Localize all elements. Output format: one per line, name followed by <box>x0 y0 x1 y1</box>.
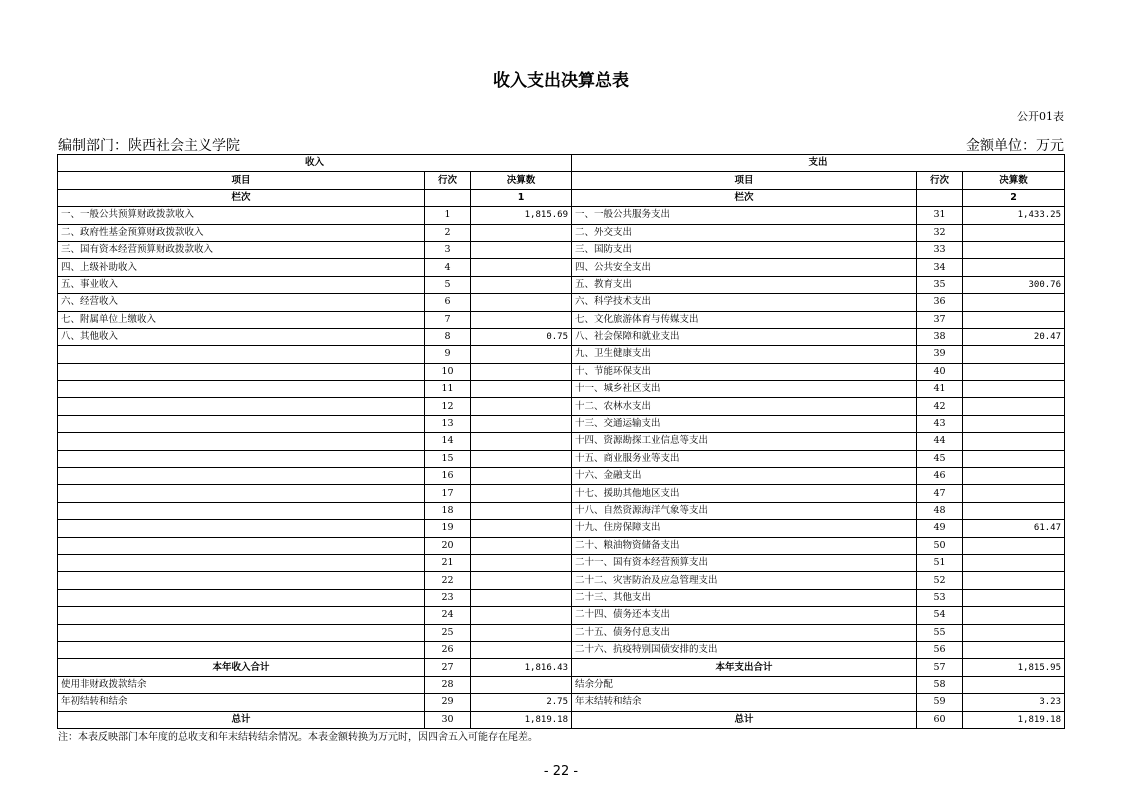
expense-amount-cell <box>963 450 1065 467</box>
expense-line-cell: 53 <box>917 589 963 606</box>
expense-item-cell: 十五、商业服务业等支出 <box>572 450 917 467</box>
column-header-row <box>58 172 1065 189</box>
expense-item-cell: 二十二、灾害防治及应急管理支出 <box>572 572 917 589</box>
expense-item-cell: 三、国防支出 <box>572 241 917 258</box>
expense-item-cell: 七、文化旅游体育与传媒支出 <box>572 311 917 328</box>
income-amount-cell <box>471 502 572 519</box>
expense-line-cell: 36 <box>917 294 963 311</box>
income-amount-cell <box>471 624 572 641</box>
expense-item-cell: 四、公共安全支出 <box>572 259 917 276</box>
income-item-cell <box>58 398 425 415</box>
expense-amount-cell <box>963 485 1065 502</box>
income-amount-cell <box>471 520 572 537</box>
expense-line-cell: 35 <box>917 276 963 293</box>
expense-header: 支出 <box>572 155 1065 172</box>
income-amount-cell <box>471 468 572 485</box>
expense-amount-cell <box>963 607 1065 624</box>
table-row <box>58 676 1065 693</box>
table-row <box>58 537 1065 554</box>
income-item-cell: 六、经营收入 <box>58 294 425 311</box>
income-item-cell <box>58 520 425 537</box>
expense-line-cell: 50 <box>917 537 963 554</box>
expense-amount-cell <box>963 294 1065 311</box>
income-amount-header: 决算数 <box>471 172 572 189</box>
expense-amount-cell <box>963 415 1065 432</box>
income-line-cell: 18 <box>425 502 471 519</box>
expense-amount-cell <box>963 537 1065 554</box>
table-row <box>58 589 1065 606</box>
income-amount-cell: 2.75 <box>471 694 572 711</box>
expense-item-cell: 总计 <box>572 711 917 728</box>
expense-item-cell: 一、一般公共服务支出 <box>572 207 917 224</box>
income-column-blank <box>425 189 471 206</box>
income-line-cell: 22 <box>425 572 471 589</box>
income-amount-cell: 1,816.43 <box>471 659 572 676</box>
income-item-cell <box>58 450 425 467</box>
expense-line-cell: 40 <box>917 363 963 380</box>
income-item-cell <box>58 381 425 398</box>
expense-item-cell: 二十四、债务还本支出 <box>572 607 917 624</box>
expense-amount-header: 决算数 <box>963 172 1065 189</box>
income-line-cell: 23 <box>425 589 471 606</box>
income-item-cell <box>58 537 425 554</box>
expense-item-cell: 十、节能环保支出 <box>572 363 917 380</box>
income-line-cell: 12 <box>425 398 471 415</box>
table-row <box>58 607 1065 624</box>
table-row <box>58 259 1065 276</box>
income-item-cell: 五、事业收入 <box>58 276 425 293</box>
income-line-cell: 14 <box>425 433 471 450</box>
table-row <box>58 224 1065 241</box>
expense-line-cell: 54 <box>917 607 963 624</box>
table-row <box>58 468 1065 485</box>
expense-item-cell: 本年支出合计 <box>572 659 917 676</box>
table-row <box>58 241 1065 258</box>
table-row <box>58 346 1065 363</box>
income-line-cell: 11 <box>425 381 471 398</box>
table-row <box>58 554 1065 571</box>
expense-item-cell: 十三、交通运输支出 <box>572 415 917 432</box>
expense-item-cell: 二十六、抗疫特别国债安排的支出 <box>572 641 917 658</box>
table-row <box>58 502 1065 519</box>
income-amount-cell <box>471 537 572 554</box>
table-row <box>58 450 1065 467</box>
expense-item-cell: 十一、城乡社区支出 <box>572 381 917 398</box>
table-row <box>58 311 1065 328</box>
expense-amount-cell <box>963 641 1065 658</box>
expense-line-cell: 60 <box>917 711 963 728</box>
income-amount-cell <box>471 415 572 432</box>
income-amount-cell: 1,819.18 <box>471 711 572 728</box>
unit-label: 金额单位：万元 <box>966 138 1064 154</box>
income-line-cell: 3 <box>425 241 471 258</box>
table-row <box>58 363 1065 380</box>
income-item-cell <box>58 641 425 658</box>
income-line-cell: 27 <box>425 659 471 676</box>
income-item-cell <box>58 589 425 606</box>
expense-line-cell: 47 <box>917 485 963 502</box>
income-amount-cell <box>471 381 572 398</box>
expense-line-cell: 58 <box>917 676 963 693</box>
table-row <box>58 624 1065 641</box>
income-line-cell: 10 <box>425 363 471 380</box>
expense-item-cell: 十七、援助其他地区支出 <box>572 485 917 502</box>
expense-item-cell: 八、社会保障和就业支出 <box>572 328 917 345</box>
expense-line-header: 行次 <box>917 172 963 189</box>
income-line-cell: 19 <box>425 520 471 537</box>
income-amount-cell <box>471 676 572 693</box>
income-amount-cell <box>471 450 572 467</box>
income-amount-cell <box>471 363 572 380</box>
expense-item-cell: 十四、资源勘探工业信息等支出 <box>572 433 917 450</box>
expense-line-cell: 51 <box>917 554 963 571</box>
income-item-cell: 四、上级补助收入 <box>58 259 425 276</box>
expense-line-cell: 33 <box>917 241 963 258</box>
form-number: 公开01表 <box>1017 110 1064 123</box>
income-item-cell <box>58 624 425 641</box>
income-line-cell: 17 <box>425 485 471 502</box>
table-row <box>58 641 1065 658</box>
table-row <box>58 485 1065 502</box>
expense-amount-cell: 3.23 <box>963 694 1065 711</box>
income-item-cell: 七、附属单位上缴收入 <box>58 311 425 328</box>
expense-item-cell: 十八、自然资源海洋气象等支出 <box>572 502 917 519</box>
income-item-cell <box>58 502 425 519</box>
table-row <box>58 572 1065 589</box>
income-item-cell: 总计 <box>58 711 425 728</box>
income-line-cell: 29 <box>425 694 471 711</box>
income-line-cell: 2 <box>425 224 471 241</box>
income-item-cell <box>58 433 425 450</box>
income-line-cell: 9 <box>425 346 471 363</box>
table-row <box>58 415 1065 432</box>
expense-line-cell: 38 <box>917 328 963 345</box>
income-line-cell: 24 <box>425 607 471 624</box>
income-line-cell: 5 <box>425 276 471 293</box>
income-amount-cell <box>471 398 572 415</box>
table-row <box>58 294 1065 311</box>
income-line-cell: 8 <box>425 328 471 345</box>
income-item-cell: 使用非财政拨款结余 <box>58 676 425 693</box>
income-amount-cell <box>471 241 572 258</box>
income-amount-cell <box>471 607 572 624</box>
income-item-cell <box>58 363 425 380</box>
page-number: - 22 - <box>543 764 579 779</box>
expense-item-cell: 十九、住房保障支出 <box>572 520 917 537</box>
expense-item-cell: 二十一、国有资本经营预算支出 <box>572 554 917 571</box>
expense-line-cell: 56 <box>917 641 963 658</box>
income-amount-cell: 0.75 <box>471 328 572 345</box>
expense-line-cell: 34 <box>917 259 963 276</box>
expense-amount-cell <box>963 676 1065 693</box>
expense-line-cell: 49 <box>917 520 963 537</box>
expense-line-cell: 59 <box>917 694 963 711</box>
income-line-cell: 15 <box>425 450 471 467</box>
income-line-cell: 30 <box>425 711 471 728</box>
expense-item-cell: 二十五、债务付息支出 <box>572 624 917 641</box>
income-line-header: 行次 <box>425 172 471 189</box>
expense-column-number: 2 <box>963 189 1065 206</box>
expense-amount-cell <box>963 554 1065 571</box>
income-item-cell: 一、一般公共预算财政拨款收入 <box>58 207 425 224</box>
expense-amount-cell <box>963 363 1065 380</box>
income-line-cell: 20 <box>425 537 471 554</box>
table-row <box>58 694 1065 711</box>
income-item-cell <box>58 485 425 502</box>
expense-line-cell: 37 <box>917 311 963 328</box>
expense-amount-cell: 61.47 <box>963 520 1065 537</box>
income-item-cell <box>58 607 425 624</box>
income-item-cell <box>58 572 425 589</box>
income-line-cell: 16 <box>425 468 471 485</box>
expense-item-cell: 二十三、其他支出 <box>572 589 917 606</box>
footnote: 注：本表反映部门本年度的总收支和年末结转结余情况。本表金额转换为万元时，因四舍五入可能存在尾差。 <box>58 732 538 743</box>
expense-line-cell: 41 <box>917 381 963 398</box>
expense-item-cell: 五、教育支出 <box>572 276 917 293</box>
expense-amount-cell <box>963 502 1065 519</box>
income-column-label: 栏次 <box>58 189 425 206</box>
expense-item-cell: 九、卫生健康支出 <box>572 346 917 363</box>
expense-item-cell: 二十、粮油物资储备支出 <box>572 537 917 554</box>
expense-column-label: 栏次 <box>572 189 917 206</box>
income-item-cell <box>58 346 425 363</box>
expense-amount-cell: 1,433.25 <box>963 207 1065 224</box>
income-column-number: 1 <box>471 189 572 206</box>
table-row <box>58 381 1065 398</box>
income-amount-cell: 1,815.69 <box>471 207 572 224</box>
income-amount-cell <box>471 433 572 450</box>
expense-line-cell: 48 <box>917 502 963 519</box>
table-row <box>58 659 1065 676</box>
income-item-cell: 年初结转和结余 <box>58 694 425 711</box>
expense-item-cell: 十六、金融支出 <box>572 468 917 485</box>
income-amount-cell <box>471 259 572 276</box>
income-amount-cell <box>471 641 572 658</box>
income-item-cell: 二、政府性基金预算财政拨款收入 <box>58 224 425 241</box>
expense-line-cell: 44 <box>917 433 963 450</box>
income-amount-cell <box>471 276 572 293</box>
expense-line-cell: 31 <box>917 207 963 224</box>
table-row <box>58 433 1065 450</box>
table-row <box>58 276 1065 293</box>
expense-amount-cell <box>963 381 1065 398</box>
table-row <box>58 711 1065 728</box>
income-item-cell <box>58 415 425 432</box>
expense-amount-cell <box>963 624 1065 641</box>
department-label: 编制部门：陕西社会主义学院 <box>58 138 240 154</box>
expense-line-cell: 43 <box>917 415 963 432</box>
expense-item-cell: 二、外交支出 <box>572 224 917 241</box>
income-item-cell <box>58 468 425 485</box>
income-amount-cell <box>471 311 572 328</box>
income-line-cell: 4 <box>425 259 471 276</box>
expense-item-cell: 六、科学技术支出 <box>572 294 917 311</box>
expense-amount-cell <box>963 346 1065 363</box>
expense-amount-cell: 20.47 <box>963 328 1065 345</box>
income-line-cell: 28 <box>425 676 471 693</box>
section-header-row <box>58 155 1065 172</box>
expense-line-cell: 57 <box>917 659 963 676</box>
table-row <box>58 328 1065 345</box>
expense-line-cell: 45 <box>917 450 963 467</box>
expense-amount-cell <box>963 241 1065 258</box>
income-header: 收入 <box>58 155 572 172</box>
expense-line-cell: 39 <box>917 346 963 363</box>
income-item-header: 项目 <box>58 172 425 189</box>
income-line-cell: 6 <box>425 294 471 311</box>
income-item-cell: 本年收入合计 <box>58 659 425 676</box>
table-row <box>58 520 1065 537</box>
income-line-cell: 13 <box>425 415 471 432</box>
income-amount-cell <box>471 294 572 311</box>
table-row <box>58 398 1065 415</box>
income-amount-cell <box>471 485 572 502</box>
expense-amount-cell <box>963 433 1065 450</box>
expense-column-blank <box>917 189 963 206</box>
income-line-cell: 7 <box>425 311 471 328</box>
expense-line-cell: 46 <box>917 468 963 485</box>
expense-item-cell: 年末结转和结余 <box>572 694 917 711</box>
expense-amount-cell <box>963 572 1065 589</box>
expense-line-cell: 52 <box>917 572 963 589</box>
income-amount-cell <box>471 224 572 241</box>
expense-amount-cell <box>963 589 1065 606</box>
income-amount-cell <box>471 589 572 606</box>
expense-item-cell: 结余分配 <box>572 676 917 693</box>
income-line-cell: 25 <box>425 624 471 641</box>
expense-line-cell: 32 <box>917 224 963 241</box>
expense-amount-cell <box>963 224 1065 241</box>
expense-line-cell: 42 <box>917 398 963 415</box>
expense-item-cell: 十二、农林水支出 <box>572 398 917 415</box>
column-number-row <box>58 189 1065 206</box>
expense-amount-cell: 300.76 <box>963 276 1065 293</box>
income-line-cell: 1 <box>425 207 471 224</box>
income-line-cell: 26 <box>425 641 471 658</box>
table-row <box>58 207 1065 224</box>
expense-line-cell: 55 <box>917 624 963 641</box>
income-amount-cell <box>471 346 572 363</box>
page-title: 收入支出决算总表 <box>493 71 629 91</box>
income-item-cell <box>58 554 425 571</box>
income-amount-cell <box>471 572 572 589</box>
expense-amount-cell: 1,815.95 <box>963 659 1065 676</box>
income-item-cell: 三、国有资本经营预算财政拨款收入 <box>58 241 425 258</box>
budget-table <box>57 154 1065 729</box>
income-line-cell: 21 <box>425 554 471 571</box>
income-item-cell: 八、其他收入 <box>58 328 425 345</box>
expense-amount-cell <box>963 398 1065 415</box>
expense-item-header: 项目 <box>572 172 917 189</box>
income-amount-cell <box>471 554 572 571</box>
expense-amount-cell <box>963 468 1065 485</box>
expense-amount-cell <box>963 311 1065 328</box>
expense-amount-cell: 1,819.18 <box>963 711 1065 728</box>
expense-amount-cell <box>963 259 1065 276</box>
